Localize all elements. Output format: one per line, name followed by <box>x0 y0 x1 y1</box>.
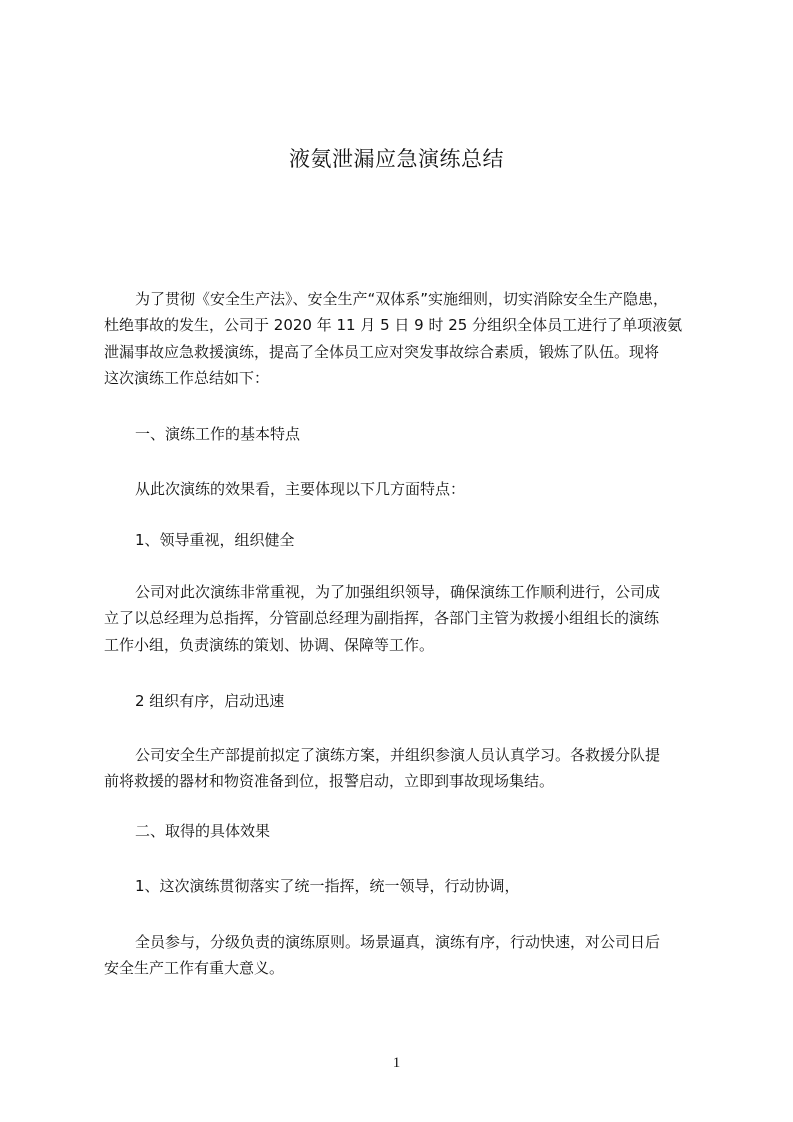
paragraph-line: 工作小组，负责演练的策划、协调、保障等工作。 <box>104 635 435 654</box>
subheading-2 <box>104 688 704 714</box>
document-title: 液氨泄漏应急演练总结 <box>289 147 504 171</box>
paragraph-intro <box>104 286 704 391</box>
paragraph-line: 为了贯彻《安全生产法》、安全生产“双体系”实施细则，切实消除安全生产隐患， <box>135 290 669 308</box>
paragraph-leadership <box>104 579 704 658</box>
subheading-3 <box>104 873 704 899</box>
subheading-1 <box>104 527 704 553</box>
paragraph-line: 这次演练工作总结如下： <box>104 368 270 387</box>
paragraph-line: 全员参与，分级负责的演练原则。场景逼真，演练有序，行动快速，对公司日后 <box>135 933 661 951</box>
paragraph-safety-dept <box>104 742 704 795</box>
heading-line: 2 组织有序，启动迅速 <box>135 692 285 710</box>
heading-line: 二、取得的具体效果 <box>135 822 271 840</box>
paragraph-line: 杜绝事故的发生，公司于 2020 年 11 月 5 日 9 时 25 分组织全体员工进行了单项液氨 <box>104 316 683 335</box>
paragraph-line: 公司对此次演练非常重视，为了加强组织领导，确保演练工作顺利进行，公司成 <box>135 583 661 601</box>
heading-line: 一、演练工作的基本特点 <box>135 425 301 443</box>
paragraph-line: 立了以总经理为总指挥，分管副总经理为副指挥，各部门主管为救援小组组长的演练 <box>104 609 660 628</box>
section-heading-1 <box>104 421 704 447</box>
heading-line: 1、这次演练贯彻落实了统一指挥，统一领导，行动协调， <box>135 877 520 895</box>
heading-line: 1、领导重视，组织健全 <box>135 531 295 549</box>
paragraph-line: 从此次演练的效果看，主要体现以下几方面特点： <box>135 480 466 498</box>
page-number: 1 <box>392 1055 401 1071</box>
paragraph-principles <box>104 929 704 982</box>
paragraph-line: 泄漏事故应急救援演练，提高了全体员工应对突发事故综合素质，锻炼了队伍。现将 <box>104 342 660 361</box>
section-heading-2 <box>104 818 704 844</box>
paragraph-features-intro <box>104 476 704 502</box>
paragraph-line: 安全生产工作有重大意义。 <box>104 959 285 978</box>
paragraph-line: 前将救援的器材和物资准备到位，报警启动，立即到事故现场集结。 <box>104 772 555 791</box>
paragraph-line: 公司安全生产部提前拟定了演练方案，并组织参演人员认真学习。各救援分队提 <box>135 746 661 764</box>
